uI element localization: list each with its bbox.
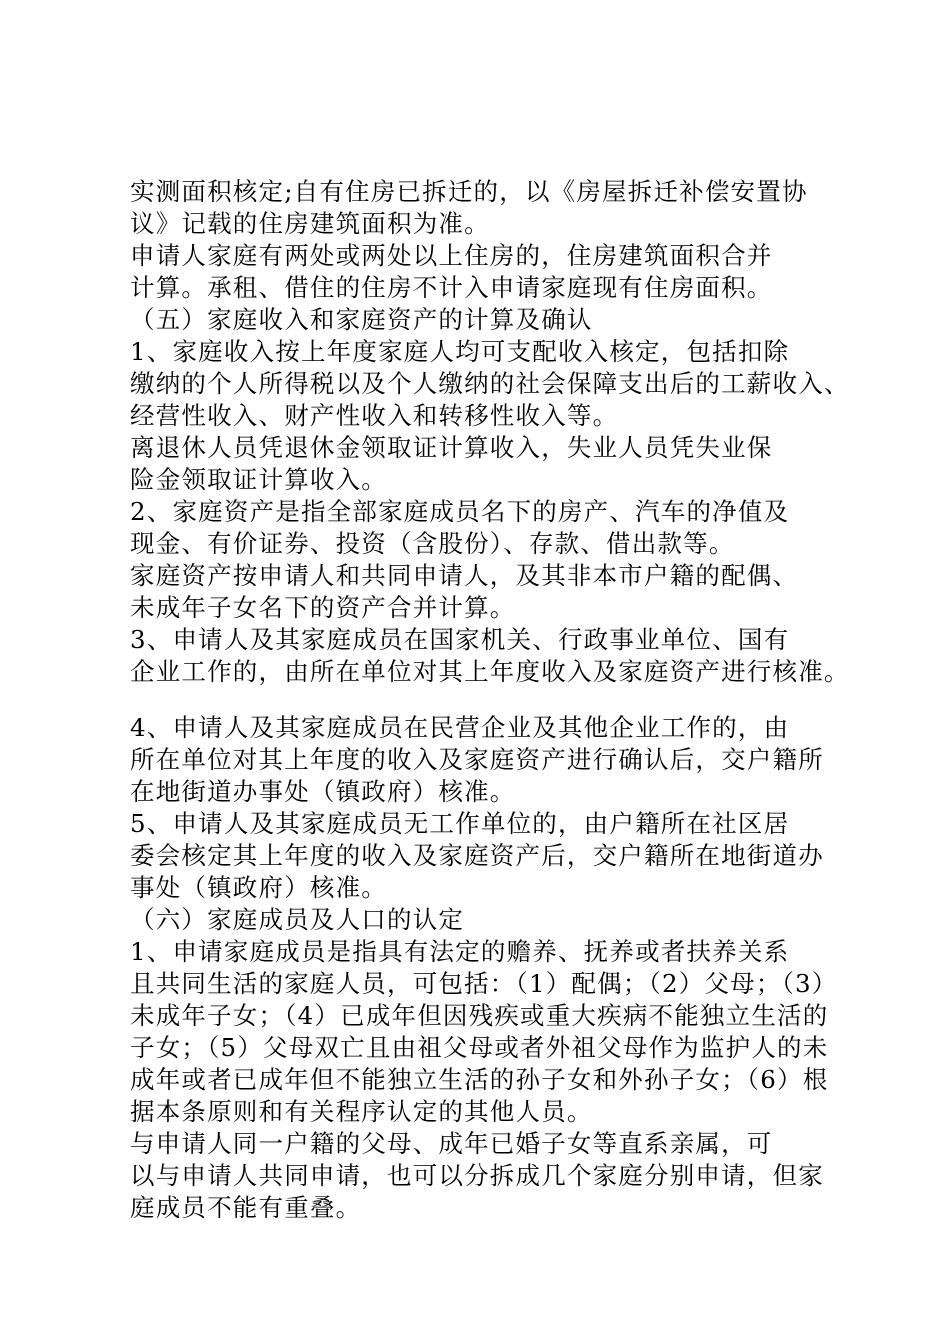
text-line: 实测面积核定;自有住房已拆迁的，以《房屋拆迁补偿安置协 — [130, 177, 808, 206]
text-line: 庭成员不能有重叠。 — [130, 1193, 362, 1222]
text-line: 与申请人同一户籍的父母、成年已婚子女等直系亲属，可 — [130, 1129, 773, 1158]
text-line: 未成年子女；（4）已成年但因残疾或重大疾病不能独立生活的 — [130, 1001, 829, 1030]
text-line: 3、申请人及其家庭成员在国家机关、行政事业单位、国有 — [130, 625, 790, 654]
text-line: 险金领取证计算收入。 — [130, 465, 387, 494]
text-line: 缴纳的个人所得税以及个人缴纳的社会保障支出后的工薪收入、 — [130, 369, 850, 398]
text-line: 申请人家庭有两处或两处以上住房的，住房建筑面积合并 — [130, 241, 773, 270]
text-line: 且共同生活的家庭人员，可包括：（1）配偶；（2）父母；（3） — [130, 969, 838, 998]
section-heading: （五）家庭收入和家庭资产的计算及确认 — [130, 305, 593, 334]
text-line: 4、申请人及其家庭成员在民营企业及其他企业工作的，由 — [130, 713, 790, 742]
text-line: 议》记载的住房建筑面积为准。 — [130, 209, 490, 238]
text-line: 5、申请人及其家庭成员无工作单位的，由户籍所在社区居 — [130, 809, 790, 838]
text-line: 在地街道办事处（镇政府）核准。 — [130, 777, 516, 806]
text-line: 现金、有价证券、投资（含股份）、存款、借出款等。 — [130, 529, 735, 558]
text-line: 子女；（5）父母双亡且由祖父母或者外祖父母作为监护人的未 — [130, 1033, 829, 1062]
text-line: 家庭资产按申请人和共同申请人，及其非本市户籍的配偶、 — [130, 561, 799, 590]
text-line: 以与申请人共同申请，也可以分拆成几个家庭分别申请，但家 — [130, 1161, 824, 1190]
text-line: 1、申请家庭成员是指具有法定的赡养、抚养或者扶养关系 — [130, 937, 790, 966]
text-line: 计算。承租、借住的住房不计入申请家庭现有住房面积。 — [130, 273, 773, 302]
section-heading: （六）家庭成员及人口的认定 — [130, 905, 465, 934]
text-line: 2、家庭资产是指全部家庭成员名下的房产、汽车的净值及 — [130, 497, 790, 526]
text-line: 成年或者已成年但不能独立生活的孙子女和外孙子女；（6）根 — [130, 1065, 829, 1094]
text-line: 离退休人员凭退休金领取证计算收入，失业人员凭失业保 — [130, 433, 773, 462]
text-line: 1、家庭收入按上年度家庭人均可支配收入核定，包括扣除 — [130, 337, 790, 366]
text-line: 事处（镇政府）核准。 — [130, 873, 387, 902]
text-line: 据本条原则和有关程序认定的其他人员。 — [130, 1097, 593, 1126]
text-line: 所在单位对其上年度的收入及家庭资产进行确认后，交户籍所 — [130, 745, 824, 774]
text-line: 委会核定其上年度的收入及家庭资产后，交户籍所在地街道办 — [130, 841, 824, 870]
text-line: 企业工作的，由所在单位对其上年度收入及家庭资产进行核准。 — [130, 657, 850, 686]
text-line: 未成年子女名下的资产合并计算。 — [130, 593, 516, 622]
text-line: 经营性收入、财产性收入和转移性收入等。 — [130, 401, 619, 430]
